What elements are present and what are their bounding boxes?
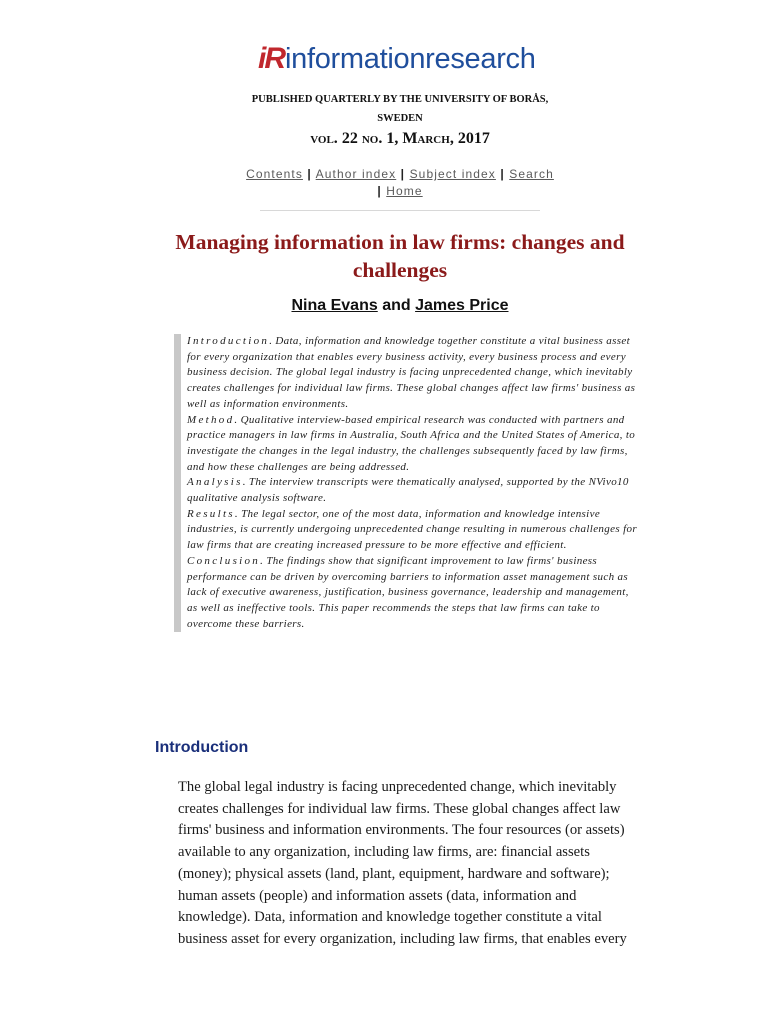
introduction-paragraph: The global legal industry is facing unprecedented change, which inevitably creates challenges for individual law firms. These global changes affect law firms' business and information environments. The four resources (or assets) available to any organization, including law firms, are: financial assets (money); physical assets (land, plant, equipment, hardware and software); human assets (people) and information assets (data, information and knowledge). Data, information and knowledge together constitute a vital business asset for every organization, including law firms, that enables every xyxy=(178,779,627,947)
nav-home-link[interactable]: Home xyxy=(386,184,423,198)
nav-separator: | xyxy=(307,167,312,181)
article-title: Managing information in law firms: changes and challenges xyxy=(175,230,625,282)
vol-number: 22 xyxy=(337,130,362,147)
publisher-line xyxy=(220,90,580,128)
nav-contents-link[interactable]: Contents xyxy=(246,167,303,181)
issue-year: , 2017 xyxy=(449,130,490,147)
no-prefix: no. xyxy=(361,130,383,147)
abstract-block xyxy=(174,334,637,632)
nav-subject-index-link[interactable]: Subject index xyxy=(409,167,496,181)
publisher-line-1: PUBLISHED QUARTERLY BY THE UNIVERSITY OF BORÅS, xyxy=(251,94,549,105)
nav-separator: | xyxy=(400,167,406,181)
abstract-conclusion xyxy=(187,554,637,633)
introduction-body xyxy=(178,777,638,951)
author-link-nina-evans[interactable]: Nina Evans xyxy=(291,297,378,314)
logo-wordmark: informationresearch xyxy=(285,43,536,75)
abstract-text-introduction: . Data, information and knowledge together constitute a vital business asset for every organization that enables every business activity, every business process and every business decision. The global legal industry is facing unprecedented change, which inevitably creates challenges for individual law firms. These global changes affect law firms' business as well as information environments. xyxy=(187,335,636,410)
header-divider xyxy=(260,210,540,211)
abstract-text-method: . Qualitative interview-based empirical research was conducted with partners and practice managers in law firms in Australia, South Africa and the United States of America, to investigate the changes in the legal industry, the challenges subsequently faced by law firms, and how these challenges are being addressed. xyxy=(187,413,636,473)
abstract-label-results: Results xyxy=(187,507,235,520)
abstract-text-results: . The legal sector, one of the most data, information and knowledge intensive industries, is currently undergoing unprecedented change resulting in numerous challenges for law firms that are creating increased pressure to be more effective and efficient. xyxy=(187,507,637,552)
volume-issue xyxy=(200,130,600,148)
nav-author-index-link[interactable]: Author index xyxy=(315,167,397,181)
section-heading-introduction: Introduction xyxy=(155,739,249,756)
nav-separator: | xyxy=(500,167,505,181)
abstract-label-conclusion: Conclusion xyxy=(187,554,261,567)
publisher-line-2: SWEDEN xyxy=(377,113,423,124)
author-link-james-price[interactable]: James Price xyxy=(415,297,509,314)
abstract-label-method: Method xyxy=(187,413,235,426)
top-navigation xyxy=(222,166,578,200)
authors-conjunction: and xyxy=(377,297,416,314)
abstract-analysis xyxy=(187,475,637,506)
abstract-method xyxy=(187,413,637,476)
issue-month: March xyxy=(402,130,450,147)
journal-logo[interactable] xyxy=(258,42,536,76)
abstract-label-analysis: Analysis xyxy=(187,476,243,489)
abstract-introduction xyxy=(187,334,637,413)
nav-separator: | xyxy=(377,184,382,198)
article-authors xyxy=(200,297,600,315)
no-rest: 1, xyxy=(382,130,403,147)
vol-prefix: vol. xyxy=(310,130,338,147)
logo-ir-mark: iR xyxy=(258,42,284,75)
abstract-results xyxy=(187,507,637,554)
nav-search-link[interactable]: Search xyxy=(509,167,554,181)
abstract-text-analysis: . The interview transcripts were thematically analysed, supported by the NVivo10 qualitative analysis software. xyxy=(187,476,629,505)
abstract-label-introduction: Introduction xyxy=(187,335,270,347)
abstract-text-conclusion: . The findings show that significant improvement to law firms' business performance can be driven by overcoming barriers to information asset management such as lack of executive awareness, justification, business governance, leadership and management, as well as ineffective tools. This paper recommends the steps that law firms can take to overcome these barriers. xyxy=(187,554,629,630)
